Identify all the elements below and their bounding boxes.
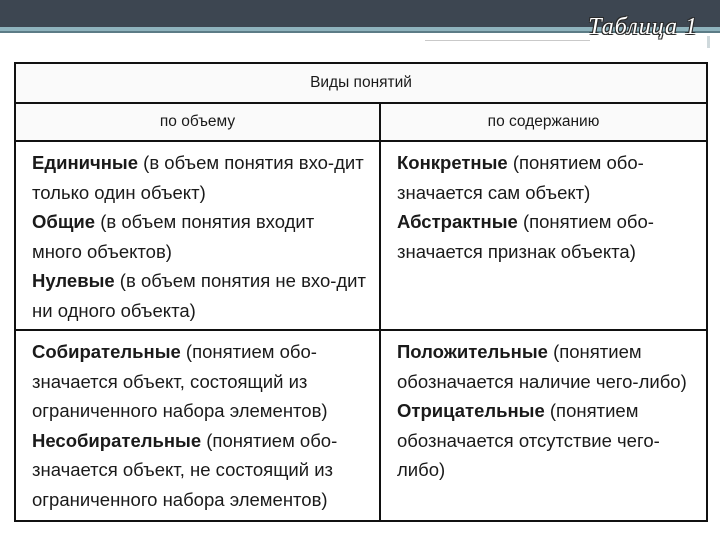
term: Нулевые — [32, 270, 115, 291]
term: Единичные — [32, 152, 139, 173]
term-description: (в объем понятия вхо-дит только один объект) — [32, 152, 364, 203]
table-row — [15, 330, 707, 521]
cell-row2-volume — [15, 330, 380, 521]
table-header-row — [15, 63, 707, 103]
term: Положительные — [397, 341, 548, 362]
term-description: (в объем понятия входит много объектов) — [32, 211, 315, 262]
column-header-content: по содержанию — [380, 103, 707, 141]
term-description: (понятием обо-значается признак объекта) — [397, 211, 654, 262]
list-item — [32, 207, 369, 266]
term: Собирательные — [32, 341, 181, 362]
term-description: (понятием обозначается наличие чего-либо) — [397, 341, 687, 392]
concepts-table — [14, 62, 708, 522]
term-description: (понятием обо-значается объект, состоящий из ограниченного набора элементов) — [32, 341, 328, 421]
list-item — [397, 396, 696, 485]
term-description: (понятием обозначается отсутствие чего-либо) — [397, 400, 660, 480]
list-item — [397, 207, 696, 266]
column-header-volume: по объему — [15, 103, 380, 141]
cell-row2-content — [380, 330, 707, 521]
term: Конкретные — [397, 152, 508, 173]
term: Общие — [32, 211, 96, 232]
term: Несобирательные — [32, 429, 202, 451]
cell-row1-volume — [15, 141, 380, 330]
table-caption: Таблица 1 — [588, 14, 698, 40]
list-item — [32, 337, 369, 426]
list-item — [397, 337, 696, 396]
table-subheader-row — [15, 103, 707, 141]
caption-underline — [425, 40, 590, 41]
slide-edge-mark — [707, 36, 710, 48]
table-row — [15, 141, 707, 330]
list-item — [397, 148, 696, 207]
term: Отрицательные — [397, 400, 545, 421]
term-description: (в объем понятия не вхо-дит ни одного объекта) — [32, 270, 366, 321]
list-item — [32, 426, 369, 515]
list-item — [32, 266, 369, 325]
cell-row1-content — [380, 141, 707, 330]
term: Абстрактные — [397, 211, 518, 232]
term-description: (понятием обо-значается сам объект) — [397, 152, 644, 203]
table-header: Виды понятий — [15, 63, 707, 103]
term-description: (понятием обо-значается объект, не состоящий из ограниченного набора элементов) — [32, 429, 338, 510]
list-item — [32, 148, 369, 207]
